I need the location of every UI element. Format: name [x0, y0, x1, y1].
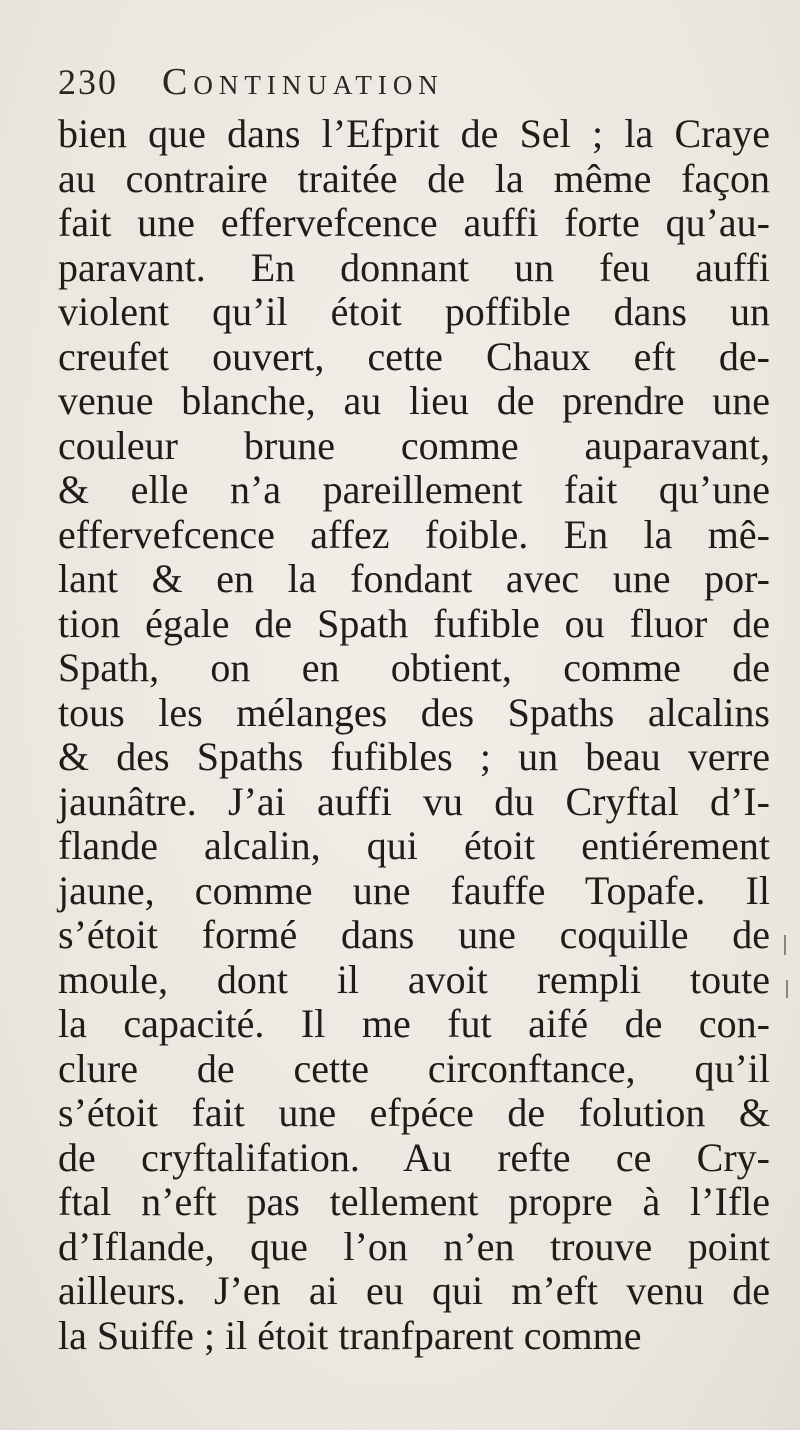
page-header — [58, 60, 444, 116]
text-line: de cryftalifation. Au refte ce Cry- — [58, 1134, 770, 1180]
text-line: couleur brune comme auparavant, — [58, 422, 770, 468]
text-line: ftal n’eft pas tellement propre à l’Ifle — [58, 1179, 770, 1224]
text-line: Spath, on en obtient, comme de — [58, 645, 770, 690]
margin-mark — [784, 935, 786, 955]
text-line: violent qu’il étoit poffible dans un — [58, 289, 770, 334]
text-line: effervefcence affez foible. En la mê- — [58, 511, 770, 557]
text-line: & des Spaths fufibles ; un beau verre — [58, 734, 770, 779]
text-line: d’Iflande, que l’on n’en trouve point — [58, 1223, 770, 1269]
page-number: 230 — [58, 62, 118, 102]
text-line: s’étoit fait une efpéce de folution & — [58, 1090, 770, 1135]
text-line: jaunâtre. J’ai auffi vu du Cryftal d’I- — [58, 778, 770, 824]
text-line: tion égale de Spath fufible ou fluor de — [58, 600, 770, 646]
text-line: lant & en la fondant avec une por- — [58, 556, 770, 601]
text-line: creufet ouvert, cette Chaux eft de- — [58, 333, 770, 379]
body-text — [58, 112, 770, 1358]
text-line: jaune, comme une fauffe Topafe. Il — [58, 867, 770, 913]
text-line: ailleurs. J’en ai eu qui m’eft venu de — [58, 1268, 770, 1313]
text-line: s’étoit formé dans une coquille de — [58, 912, 770, 957]
text-line: moule, dont il avoit rempli toute — [58, 956, 770, 1002]
text-line: & elle n’a pareillement fait qu’une — [58, 467, 770, 512]
text-line: fait une effervefcence auffi forte qu’au- — [58, 200, 770, 245]
margin-mark — [786, 980, 788, 998]
text-line: clure de cette circonftance, qu’il — [58, 1045, 770, 1091]
running-head: Continuation — [162, 61, 444, 103]
text-line: tous les mélanges des Spaths alcalins — [58, 689, 770, 735]
text-line: la Suiffe ; il étoit tranfparent comme — [58, 1312, 642, 1358]
text-line: flande alcalin, qui étoit entiérement — [58, 823, 770, 868]
text-line: la capacité. Il me fut aifé de con- — [58, 1001, 770, 1046]
text-line: au contraire traitée de la même façon — [58, 155, 770, 201]
text-line: venue blanche, au lieu de prendre une — [58, 378, 770, 423]
text-line: bien que dans l’Efprit de Sel ; la Craye — [58, 111, 770, 156]
text-line: paravant. En donnant un feu auffi — [58, 244, 770, 290]
